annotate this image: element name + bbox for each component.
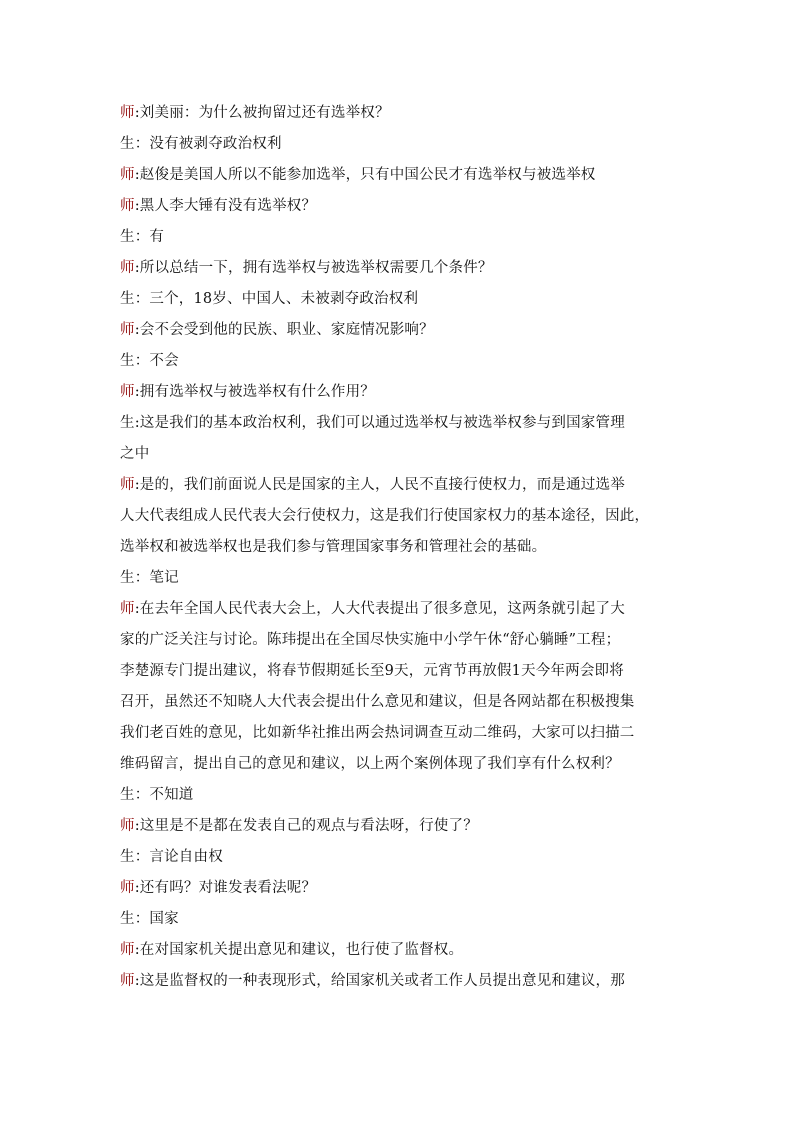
dialogue-continuation (120, 656, 680, 687)
utterance-text: 会不会受到他的民族、职业、家庭情况影响？ (139, 322, 434, 338)
utterance-text: 这是监督权的一种表现形式，给国家机关或者工作人员提出意见和建议，那 (139, 973, 625, 989)
speaker-separator: : (134, 198, 140, 214)
dialogue-line (120, 780, 680, 811)
utterance-text: 我们老百姓的意见，比如新华社推出两会热词调查互动二维码，大家可以扫描二 (120, 725, 635, 741)
utterance-text: 没有被剥夺政治权利 (149, 136, 282, 152)
speaker-separator: ： (134, 291, 150, 307)
utterance-text: 三个，18岁、中国人、未被剥夺政治权利 (149, 291, 419, 307)
utterance-text: 这里是不是都在发表自己的观点与看法呀，行使了？ (139, 818, 478, 834)
utterance-text: 是的，我们前面说人民是国家的主人，人民不直接行使权力，而是通过选举 (139, 477, 625, 493)
speaker-separator: ： (134, 570, 150, 586)
speaker-separator: : (134, 260, 140, 276)
speaker-teacher: 师 (120, 601, 135, 617)
speaker-teacher: 师 (120, 880, 135, 896)
dialogue-continuation (120, 718, 680, 749)
utterance-text: 刘美丽：为什么被拘留过还有选举权？ (139, 105, 390, 121)
dialogue-line (120, 966, 680, 997)
dialogue-line (120, 842, 680, 873)
speaker-separator: : (134, 415, 140, 431)
utterance-text: 黑人李大锤有没有选举权？ (139, 198, 317, 214)
utterance-text: 在去年全国人民代表大会上，人大代表提出了很多意见，这两条就引起了大 (139, 601, 625, 617)
utterance-text: 赵俊是美国人所以不能参加选举，只有中国公民才有选举权与被选举权 (139, 167, 596, 183)
speaker-separator: : (134, 942, 140, 958)
utterance-text: 不知道 (149, 787, 194, 803)
speaker-student: 生 (120, 291, 135, 307)
speaker-teacher: 师 (120, 973, 135, 989)
speaker-separator: : (134, 973, 140, 989)
utterance-text: 在对国家机关提出意见和建议，也行使了监督权。 (139, 942, 464, 958)
dialogue-line (120, 253, 680, 284)
speaker-student: 生 (120, 136, 135, 152)
utterance-text: 维码留言，提出自己的意见和建议，以上两个案例体现了我们享有什么权利？ (120, 756, 620, 772)
speaker-student: 生 (120, 353, 135, 369)
dialogue-line (120, 129, 680, 160)
utterance-text: 李楚源专门提出建议，将春节假期延长至9天，元宵节再放假1天今年两会即将 (120, 663, 624, 679)
utterance-text: 拥有选举权与被选举权有什么作用？ (139, 384, 375, 400)
dialogue-line (120, 904, 680, 935)
dialogue-continuation (120, 532, 680, 563)
speaker-separator: : (134, 105, 140, 121)
utterance-text: 选举权和被选举权也是我们参与管理国家事务和管理社会的基础。 (120, 539, 547, 555)
utterance-text: 笔记 (149, 570, 179, 586)
speaker-separator: ： (134, 787, 150, 803)
dialogue-continuation (120, 501, 680, 532)
speaker-separator: : (134, 477, 140, 493)
speaker-student: 生 (120, 229, 135, 245)
speaker-separator: : (134, 167, 140, 183)
utterance-text: 所以总结一下，拥有选举权与被选举权需要几个条件？ (139, 260, 493, 276)
speaker-student: 生 (120, 911, 135, 927)
speaker-separator: : (134, 880, 140, 896)
dialogue-line (120, 873, 680, 904)
speaker-separator: : (134, 384, 140, 400)
dialogue-line (120, 935, 680, 966)
speaker-teacher: 师 (120, 477, 135, 493)
dialogue-line (120, 315, 680, 346)
utterance-text: 之中 (120, 446, 150, 462)
speaker-separator: ： (134, 229, 150, 245)
dialogue-continuation (120, 439, 680, 470)
dialogue-line (120, 563, 680, 594)
utterance-text: 有 (149, 229, 165, 245)
speaker-separator: ： (134, 849, 150, 865)
speaker-separator: ： (134, 911, 150, 927)
dialogue-continuation (120, 687, 680, 718)
dialogue-line (120, 284, 680, 315)
speaker-teacher: 师 (120, 198, 135, 214)
speaker-student: 生 (120, 570, 135, 586)
speaker-separator: : (134, 818, 140, 834)
dialogue-line (120, 377, 680, 408)
utterance-text: 还有吗？对谁发表看法呢？ (139, 880, 317, 896)
dialogue-line (120, 222, 680, 253)
dialogue-continuation (120, 749, 680, 780)
speaker-teacher: 师 (120, 322, 135, 338)
speaker-separator: : (134, 322, 140, 338)
speaker-separator: : (134, 601, 140, 617)
dialogue-line (120, 98, 680, 129)
utterance-text: 国家 (149, 911, 179, 927)
dialogue-line (120, 160, 680, 191)
speaker-teacher: 师 (120, 818, 135, 834)
dialogue-line (120, 470, 680, 501)
utterance-text: 人大代表组成人民代表大会行使权力，这是我们行使国家权力的基本途径，因此， (120, 508, 650, 524)
dialogue-line (120, 191, 680, 222)
dialogue-line (120, 811, 680, 842)
speaker-teacher: 师 (120, 942, 135, 958)
dialogue-line (120, 346, 680, 377)
speaker-student: 生 (120, 415, 135, 431)
speaker-separator: ： (134, 353, 150, 369)
dialogue-continuation (120, 625, 680, 656)
dialogue-line (120, 594, 680, 625)
utterance-text: 召开，虽然还不知晓人大代表会提出什么意见和建议，但是各网站都在积极搜集 (120, 694, 635, 710)
speaker-teacher: 师 (120, 105, 135, 121)
speaker-teacher: 师 (120, 260, 135, 276)
utterance-text: 言论自由权 (149, 849, 223, 865)
speaker-teacher: 师 (120, 384, 135, 400)
speaker-separator: ： (134, 136, 150, 152)
speaker-student: 生 (120, 849, 135, 865)
dialogue-line (120, 408, 680, 439)
speaker-student: 生 (120, 787, 135, 803)
document-page (120, 98, 680, 997)
utterance-text: 不会 (149, 353, 179, 369)
utterance-text: 这是我们的基本政治权利，我们可以通过选举权与被选举权参与到国家管理 (139, 415, 625, 431)
utterance-text: 家的广泛关注与讨论。陈玮提出在全国尽快实施中小学午休“舒心躺睡”工程； (120, 632, 621, 648)
speaker-teacher: 师 (120, 167, 135, 183)
